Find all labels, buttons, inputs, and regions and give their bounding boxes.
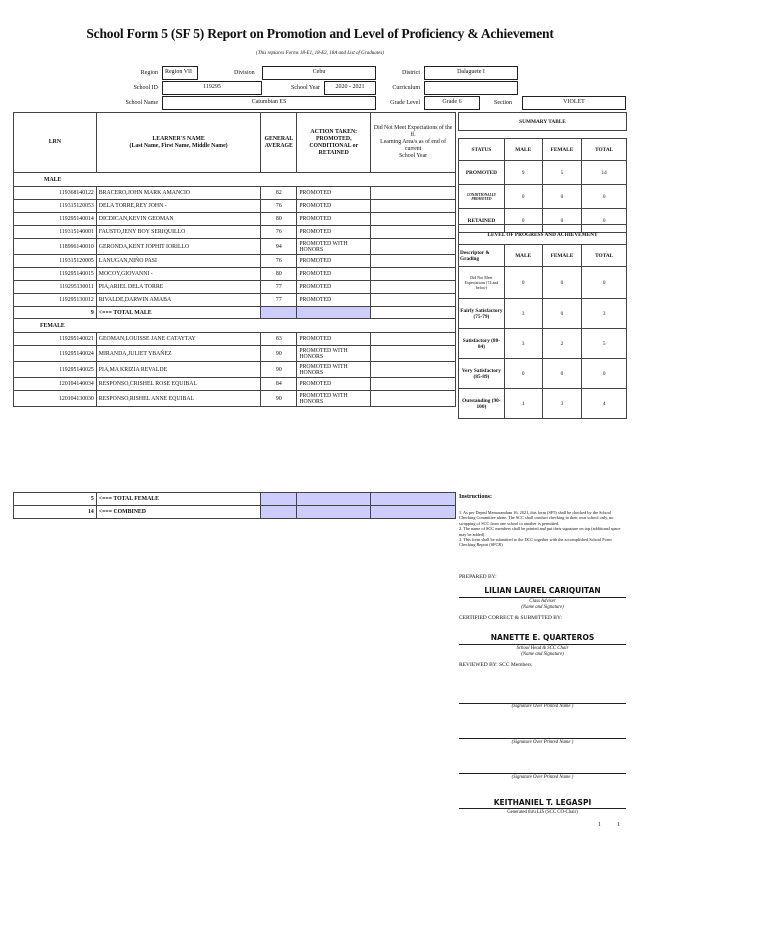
school-id-field: 119295 bbox=[162, 81, 262, 95]
col-name-header bbox=[96, 113, 261, 173]
summary-total-value: 0 bbox=[582, 209, 627, 233]
learner-general-average: 80 bbox=[261, 213, 297, 226]
summary-row bbox=[459, 161, 627, 185]
learner-row bbox=[14, 255, 456, 268]
generator-name: KEITHANIEL T. LEGASPI bbox=[493, 798, 592, 807]
total-female-action-cell bbox=[297, 493, 371, 506]
learner-name: FAUSTO,JENY BOY SERIQUILLO bbox=[96, 226, 261, 239]
combined-avg-cell bbox=[261, 506, 297, 519]
learner-dnme-cell bbox=[371, 333, 456, 346]
learner-dnme-cell bbox=[371, 281, 456, 294]
curriculum-field bbox=[424, 81, 518, 95]
col-action-header bbox=[297, 113, 371, 173]
school-id-label: School ID bbox=[133, 85, 158, 91]
learners-table bbox=[13, 112, 456, 407]
progress-col-male: MALE bbox=[504, 245, 542, 267]
summary-col-total: TOTAL bbox=[582, 139, 627, 161]
col-dnme-line2: ff. bbox=[410, 132, 416, 138]
learner-dnme-cell bbox=[371, 378, 456, 391]
summary-title: SUMMARY TABLE bbox=[459, 113, 627, 131]
total-female-count: 5 bbox=[14, 493, 97, 506]
learner-name: RIVALDE,DARWIN AMABA bbox=[96, 294, 261, 307]
prepared-by-label: PREPARED BY: bbox=[459, 574, 497, 580]
progress-descriptor: Satisfactory (80-84) bbox=[459, 329, 505, 359]
learner-row bbox=[14, 362, 456, 378]
learner-name: GEOMAN,LOUISSE JANE CATAYTAY bbox=[96, 333, 261, 346]
learner-lrn: 119295130011 bbox=[14, 281, 97, 294]
totals-table bbox=[13, 492, 456, 519]
progress-female-value: 3 bbox=[542, 389, 582, 419]
school-head-role: School Head & SCC Chair bbox=[516, 646, 569, 651]
page-title: School Form 5 (SF 5) Report on Promotion and Level of Proficiency & Achievement bbox=[86, 26, 554, 41]
learner-action-taken: PROMOTED bbox=[297, 255, 371, 268]
col-dnme-header bbox=[371, 113, 456, 173]
school-name-field: Catumbian ES bbox=[162, 96, 376, 110]
learner-row bbox=[14, 200, 456, 213]
learner-general-average: 90 bbox=[261, 362, 297, 378]
learner-dnme-cell bbox=[371, 239, 456, 255]
member-1-sig-caption: (Signature Over Printed Name ) bbox=[511, 704, 574, 709]
learner-name: BRACERO,JOHN MARK AMANCIO bbox=[96, 187, 261, 200]
learner-action-taken: PROMOTED bbox=[297, 281, 371, 294]
progress-descriptor: Did Not Meet Expectations (74 and below) bbox=[459, 267, 505, 299]
progress-col-desc: Descriptor & Grading bbox=[459, 245, 505, 267]
progress-female-value: 2 bbox=[542, 329, 582, 359]
female-rows bbox=[14, 333, 456, 407]
section-field: VIOLET bbox=[522, 96, 626, 110]
progress-total-value: 0 bbox=[582, 359, 627, 389]
total-male-count: 9 bbox=[14, 307, 97, 319]
learner-dnme-cell bbox=[371, 213, 456, 226]
learner-lrn: 120104130030 bbox=[14, 391, 97, 407]
learner-dnme-cell bbox=[371, 346, 456, 362]
member-2-sig-caption: (Signature Over Printed Name ) bbox=[511, 740, 574, 745]
progress-male-value: 1 bbox=[504, 389, 542, 419]
total-female-avg-cell bbox=[261, 493, 297, 506]
progress-male-value: 0 bbox=[504, 359, 542, 389]
learner-row bbox=[14, 378, 456, 391]
summary-status-label: CONDITIONALLY PROMOTED bbox=[459, 185, 505, 209]
instruction-item-2: 2. The name of SCC members shall be printed and put their signature on top (additional space may be added) bbox=[459, 526, 621, 537]
school-year-label: School Year bbox=[290, 85, 320, 91]
learner-dnme-cell bbox=[371, 200, 456, 213]
progress-male-value: 0 bbox=[504, 267, 542, 299]
summary-rows bbox=[459, 161, 627, 233]
progress-descriptor: Outstanding (90-100) bbox=[459, 389, 505, 419]
summary-gap bbox=[459, 131, 627, 139]
summary-male-value: 9 bbox=[504, 161, 542, 185]
female-section-row bbox=[14, 319, 456, 333]
learner-row bbox=[14, 239, 456, 255]
combined-action-cell bbox=[297, 506, 371, 519]
summary-table bbox=[458, 112, 627, 233]
learner-dnme-cell bbox=[371, 294, 456, 307]
male-rows bbox=[14, 187, 456, 307]
learner-action-taken: PROMOTED bbox=[297, 378, 371, 391]
progress-female-value: 0 bbox=[542, 267, 582, 299]
col-name-line2: (Last Name, First Name, Middle Name) bbox=[129, 142, 228, 149]
school-head-signature-line bbox=[459, 644, 626, 645]
learner-row bbox=[14, 268, 456, 281]
total-female-label: <=== TOTAL FEMALE bbox=[96, 493, 261, 506]
learner-lrn: 119295140014 bbox=[14, 213, 97, 226]
learner-lrn: 119295140024 bbox=[14, 346, 97, 362]
learner-lrn: 119295140015 bbox=[14, 268, 97, 281]
learner-lrn: 119295140021 bbox=[14, 333, 97, 346]
learner-action-taken: PROMOTED WITH HONORS bbox=[297, 391, 371, 407]
district-field: Dalaguete I bbox=[424, 66, 518, 80]
progress-header-row bbox=[459, 245, 627, 267]
learner-row bbox=[14, 333, 456, 346]
progress-total-value: 4 bbox=[582, 389, 627, 419]
summary-female-value: 0 bbox=[542, 185, 582, 209]
col-avg-line2: AVERAGE bbox=[264, 142, 293, 149]
learner-lrn: 119315120005 bbox=[14, 255, 97, 268]
summary-female-value: 5 bbox=[542, 161, 582, 185]
learner-dnme-cell bbox=[371, 362, 456, 378]
summary-col-female: FEMALE bbox=[542, 139, 582, 161]
division-field: Cebu bbox=[262, 66, 376, 80]
combined-dnme-cell bbox=[371, 506, 456, 519]
col-name-line1: LEARNER'S NAME bbox=[152, 135, 205, 142]
summary-male-value: 0 bbox=[504, 185, 542, 209]
total-male-avg-cell bbox=[261, 307, 297, 319]
progress-row bbox=[459, 389, 627, 419]
learner-general-average: 80 bbox=[261, 268, 297, 281]
learner-name: MOCOY,GIOVANNI - bbox=[96, 268, 261, 281]
col-action-line2: PROMOTED, bbox=[315, 135, 352, 142]
learner-general-average: 94 bbox=[261, 239, 297, 255]
learner-lrn: 120104140034 bbox=[14, 378, 97, 391]
learner-row bbox=[14, 226, 456, 239]
learner-action-taken: PROMOTED bbox=[297, 187, 371, 200]
progress-male-value: 3 bbox=[504, 329, 542, 359]
learner-lrn: 119295140025 bbox=[14, 362, 97, 378]
learner-general-average: 76 bbox=[261, 200, 297, 213]
member-3-sig-caption: (Signature Over Printed Name ) bbox=[511, 775, 574, 780]
instruction-item-3: 3. This form shall be submitted to the DCC together with the accomplished School Form Checking Report (SFCR) bbox=[459, 537, 612, 548]
region-field: Region VII bbox=[162, 66, 198, 80]
page-number-current: 1 bbox=[598, 822, 601, 828]
page-subtitle: (This replaces Forms 18-E1, 18-E2, 18A and List of Graduates) bbox=[256, 51, 384, 56]
curriculum-label: Curriculum bbox=[392, 85, 420, 91]
learner-lrn: 118996140010 bbox=[14, 239, 97, 255]
learner-general-average: 76 bbox=[261, 255, 297, 268]
total-male-label: <=== TOTAL MALE bbox=[96, 307, 261, 319]
progress-table bbox=[458, 224, 627, 419]
certified-label: CERTIFIED CORRECT & SUBMITTED BY: bbox=[459, 615, 562, 621]
combined-count: 14 bbox=[14, 506, 97, 519]
progress-female-value: 0 bbox=[542, 299, 582, 329]
female-section-label: FEMALE bbox=[14, 319, 456, 333]
summary-row bbox=[459, 185, 627, 209]
grade-level-label: Grade Level bbox=[390, 100, 420, 106]
summary-col-status: STATUS bbox=[459, 139, 505, 161]
learner-name: RESPONSO,RISHEL ANNE EQUIBAL bbox=[96, 391, 261, 407]
school-year-field: 2020 - 2021 bbox=[324, 81, 376, 95]
grade-level-field: Grade 6 bbox=[424, 96, 480, 110]
progress-row bbox=[459, 329, 627, 359]
summary-status-label: RETAINED bbox=[459, 209, 505, 233]
total-male-action-cell bbox=[297, 307, 371, 319]
col-dnme-line3: Learning Area/s as of end of bbox=[380, 139, 447, 145]
school-name-label: School Name bbox=[125, 100, 158, 106]
progress-total-value: 3 bbox=[582, 299, 627, 329]
progress-row bbox=[459, 267, 627, 299]
progress-row bbox=[459, 359, 627, 389]
progress-col-female: FEMALE bbox=[542, 245, 582, 267]
member-2-signature-line bbox=[459, 738, 626, 739]
summary-female-value: 0 bbox=[542, 209, 582, 233]
instructions-title: Instructions: bbox=[459, 494, 493, 500]
table-header-row bbox=[14, 113, 456, 173]
summary-col-male: MALE bbox=[504, 139, 542, 161]
learner-name: DELA TORRE,REY JOHN - bbox=[96, 200, 261, 213]
learner-action-taken: PROMOTED bbox=[297, 226, 371, 239]
summary-male-value: 0 bbox=[504, 209, 542, 233]
learner-action-taken: PROMOTED WITH HONORS bbox=[297, 239, 371, 255]
learner-general-average: 90 bbox=[261, 346, 297, 362]
progress-title: LEVEL OF PROGRESS AND ACHIEVEMENT bbox=[459, 225, 627, 245]
learner-dnme-cell bbox=[371, 226, 456, 239]
learner-row bbox=[14, 281, 456, 294]
learner-dnme-cell bbox=[371, 255, 456, 268]
learner-row bbox=[14, 391, 456, 407]
progress-total-value: 0 bbox=[582, 267, 627, 299]
instruction-item-1: 1. As per Deped Memorandum 16, 2021, this form (SF5) shall be checked by the School Checking Committee alone. The SCC shall conduct checking in their own school only, no swapping of SCC from one school to another is permitted. bbox=[459, 510, 614, 526]
col-lrn-header: LRN bbox=[14, 113, 97, 173]
total-male-dnme-cell bbox=[371, 307, 456, 319]
summary-header-row bbox=[459, 139, 627, 161]
learner-dnme-cell bbox=[371, 391, 456, 407]
learner-action-taken: PROMOTED bbox=[297, 213, 371, 226]
col-action-line1: ACTION TAKEN: bbox=[310, 128, 358, 135]
region-label: Region bbox=[140, 70, 158, 76]
learner-general-average: 82 bbox=[261, 187, 297, 200]
col-action-line3: CONDITIONAL or bbox=[309, 142, 359, 149]
learner-lrn: 119295130012 bbox=[14, 294, 97, 307]
summary-total-value: 14 bbox=[582, 161, 627, 185]
male-section-row bbox=[14, 173, 456, 187]
summary-total-value: 0 bbox=[582, 185, 627, 209]
col-dnme-line5: School Year bbox=[399, 153, 428, 159]
male-section-label: MALE bbox=[14, 173, 456, 187]
learner-action-taken: PROMOTED bbox=[297, 200, 371, 213]
progress-col-total: TOTAL bbox=[582, 245, 627, 267]
learner-row bbox=[14, 213, 456, 226]
learner-name: PIA,MA KRIZIA REVALDE bbox=[96, 362, 261, 378]
summary-status-label: PROMOTED bbox=[459, 161, 505, 185]
adviser-name: LILIAN LAUREL CARIQUITAN bbox=[484, 586, 601, 595]
learner-lrn: 119368140122 bbox=[14, 187, 97, 200]
progress-rows bbox=[459, 267, 627, 419]
learner-name: MIRANDA,JULIET YBAÑEZ bbox=[96, 346, 261, 362]
progress-descriptor: Fairly Satisfactory (75-79) bbox=[459, 299, 505, 329]
learner-row bbox=[14, 187, 456, 200]
learner-action-taken: PROMOTED WITH HONORS bbox=[297, 346, 371, 362]
combined-label: <=== COMBINED bbox=[96, 506, 261, 519]
learner-general-average: 76 bbox=[261, 226, 297, 239]
col-dnme-line4: current bbox=[404, 146, 422, 152]
progress-male-value: 3 bbox=[504, 299, 542, 329]
learner-name: PIA,ARIEL DELA TORRE bbox=[96, 281, 261, 294]
learner-general-average: 84 bbox=[261, 378, 297, 391]
learner-action-taken: PROMOTED bbox=[297, 333, 371, 346]
total-female-row bbox=[14, 493, 456, 506]
page-number-total: 1 bbox=[617, 822, 620, 828]
learner-action-taken: PROMOTED WITH HONORS bbox=[297, 362, 371, 378]
member-3-signature-line bbox=[459, 773, 626, 774]
school-head-sig-caption: (Name and Signature) bbox=[521, 652, 564, 657]
adviser-signature-line bbox=[459, 597, 626, 598]
learner-row bbox=[14, 346, 456, 362]
progress-row bbox=[459, 299, 627, 329]
learner-general-average: 83 bbox=[261, 333, 297, 346]
learner-action-taken: PROMOTED bbox=[297, 294, 371, 307]
generator-role: Generated thru LIS (SCC CO-Chair) bbox=[507, 810, 578, 815]
learner-lrn: 119315140001 bbox=[14, 226, 97, 239]
learner-name: RESPONSO,CRISHEL ROSE EQUIBAL bbox=[96, 378, 261, 391]
learner-general-average: 77 bbox=[261, 294, 297, 307]
adviser-role: Class Adviser bbox=[529, 599, 556, 604]
col-average-header bbox=[261, 113, 297, 173]
total-male-row bbox=[14, 307, 456, 319]
instructions-body bbox=[459, 510, 626, 548]
progress-total-value: 5 bbox=[582, 329, 627, 359]
district-label: District bbox=[402, 70, 420, 76]
progress-descriptor: Very Satisfactory (85-89) bbox=[459, 359, 505, 389]
col-action-line4: RETAINED bbox=[318, 149, 349, 156]
combined-row bbox=[14, 506, 456, 519]
learner-name: GERONDA,KENT JOPHIT IORILLO bbox=[96, 239, 261, 255]
adviser-sig-caption: (Name and Signature) bbox=[521, 605, 564, 610]
col-avg-line1: GENERAL bbox=[264, 135, 294, 142]
col-dnme-line1: Did Not Meet Expectations of the bbox=[373, 125, 453, 131]
learner-name: LANUGAN,NIÑO PASI bbox=[96, 255, 261, 268]
section-label: Section bbox=[494, 100, 512, 106]
learner-dnme-cell bbox=[371, 187, 456, 200]
reviewed-label: REVIEWED BY: SCC Members bbox=[459, 662, 532, 668]
progress-female-value: 0 bbox=[542, 359, 582, 389]
learner-name: DICDICAN,KEVIN GEOMAN bbox=[96, 213, 261, 226]
learner-general-average: 90 bbox=[261, 391, 297, 407]
learner-dnme-cell bbox=[371, 268, 456, 281]
total-female-dnme-cell bbox=[371, 493, 456, 506]
school-head-name: NANETTE E. QUARTEROS bbox=[490, 633, 595, 642]
learner-general-average: 77 bbox=[261, 281, 297, 294]
learner-action-taken: PROMOTED bbox=[297, 268, 371, 281]
generator-signature-line bbox=[459, 808, 626, 809]
learner-lrn: 119315120053 bbox=[14, 200, 97, 213]
learner-row bbox=[14, 294, 456, 307]
division-label: Division bbox=[234, 70, 255, 76]
